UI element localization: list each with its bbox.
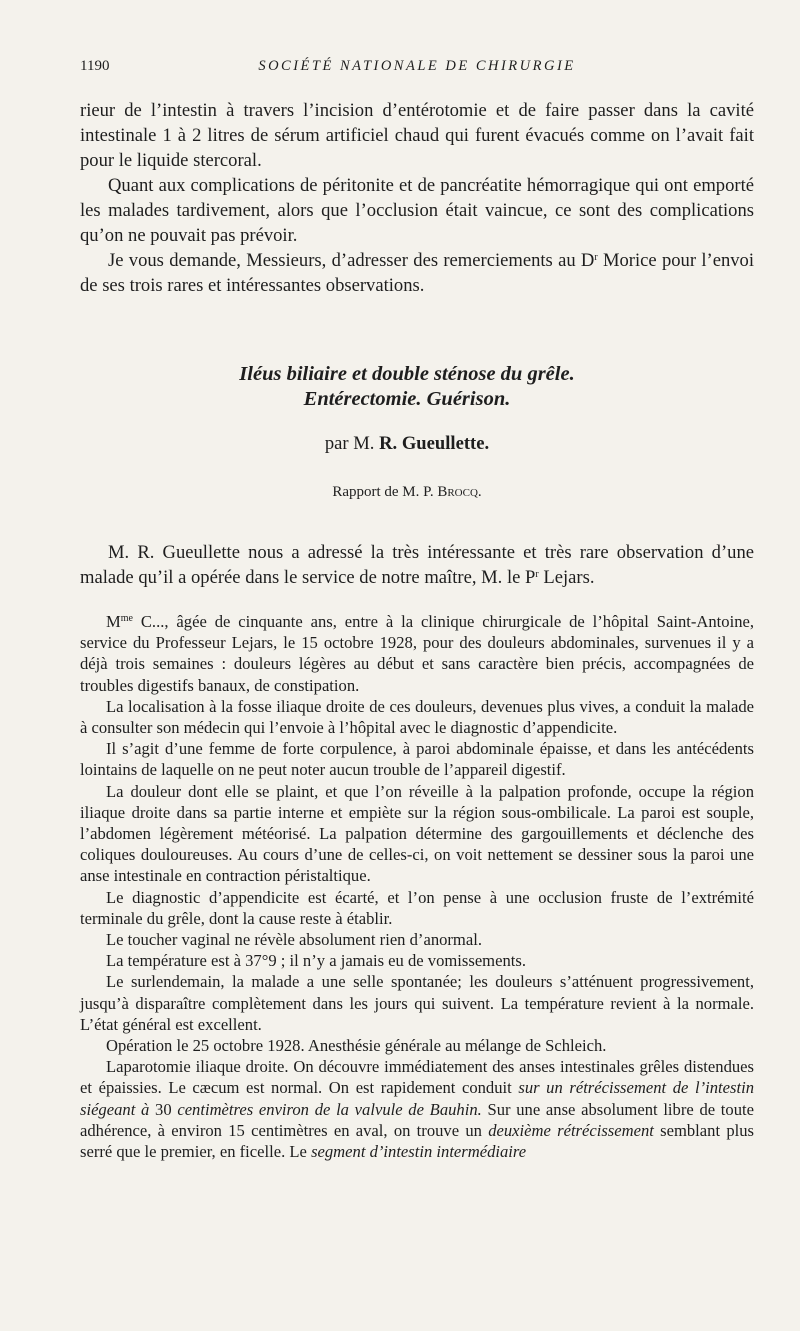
observation-paragraph-8: Le surlendemain, la malade a une selle spontanée; les douleurs s’atténuent progressivement, jusqu’à disparaître complètement dans les jours qui suivent. La température revient à la normale. L’état général est excellent. [80, 972, 754, 1034]
summary-section [80, 540, 754, 590]
observation-paragraph-10: Laparotomie iliaque droite. On découvre immédiatement des anses intestinales grêles distendues et épaissies. Le cæcum est normal. On est rapidement conduit sur un rétrécissement de l’intestin siégeant à 30 centimètres environ de la valvule de Bauhin. Sur une anse absolument libre de toute adhérence, à environ 15 centimètres en aval, on trouve un deuxième rétrécissement semblant plus serré que le premier, en ficelle. Le segment d’intestin intermédiaire [80, 1057, 754, 1162]
article-rapport: Rapport de M. P. Brocq. [332, 484, 482, 500]
running-head: SOCIÉTÉ NATIONALE DE CHIRURGIE [258, 58, 576, 74]
article-author: par M. R. Gueullette. [324, 433, 490, 454]
article-title-line-2: Entérectomie. Guérison. [303, 388, 511, 410]
intro-paragraph-2: Quant aux complications de péritonite et de pancréatite hémorragique qui ont emporté les malades tardivement, alors que l’occlusion était vaincue, ce sont des complications qu’on ne pouvait pas prévoir. [80, 175, 754, 246]
observation-paragraph-4: La douleur dont elle se plaint, et que l’on réveille à la palpation profonde, occupe la région iliaque droite dans sa partie interne et empiète sur la région sous-ombilicale. La paroi est souple, l’abdomen légèrement météorisé. La palpation détermine des gargouillements et déclenche des coliques douloureuses. Au cours d’une de celles-ci, on voit nettement se dessiner sous la paroi une anse intestinale en contraction péristaltique. [80, 781, 754, 886]
observation-section [80, 611, 754, 1162]
observation-paragraph-3: Il s’agit d’une femme de forte corpulence, à paroi abdominale épaisse, et dans les antécédents lointains de laquelle on ne peut noter aucun trouble de l’appareil digestif. [80, 739, 754, 780]
observation-paragraph-2: La localisation à la fosse iliaque droite de ces douleurs, devenues plus vives, a conduit la malade à consulter son médecin qui l’envoie à l’hôpital avec le diagnostic d’appendicite. [80, 696, 754, 738]
observation-paragraph-6: Le toucher vaginal ne révèle absolument rien d’anormal. [106, 930, 482, 950]
page-number: 1190 [80, 58, 110, 74]
intro-paragraph-1: rieur de l’intestin à travers l’incision d’entérotomie et de faire passer dans la cavité intestinale 1 à 2 litres de sérum artificiel chaud qui furent évacués comme on l’avait fait pour le liquide stercoral. [80, 100, 754, 171]
observation-paragraph-7: La température est à 37°9 ; il n’y a jamais eu de vomissements. [106, 951, 526, 971]
intro-paragraph-3: Je vous demande, Messieurs, d’adresser des remerciements au $D^r$ Morice pour l’envoi de ses trois rares et intéressantes observations. [80, 250, 754, 296]
observation-paragraph-9: Opération le 25 octobre 1928. Anesthésie générale au mélange de Schleich. [106, 1036, 607, 1056]
observation-paragraph-1: $M^{me}$ C..., âgée de cinquante ans, entre à la clinique chirurgicale de l’hôpital Saint-Antoine, service du Professeur Lejars, le 15 octobre 1928, pour des douleurs abdominales, survenues il y a déjà trois semaines : douleurs légères au début et sans caractère bien précis, accompagnées de troubles digestifs banaux, de constipation. [80, 612, 754, 695]
page-header [80, 58, 754, 82]
intro-section [80, 98, 754, 298]
article-title [60, 362, 754, 412]
summary-paragraph: M. R. Gueullette nous a adressé la très intéressante et très rare observation d’une malade qu’il a opérée dans le service de notre maître, M. le $P^r$ Lejars. [80, 542, 754, 588]
observation-paragraph-5: Le diagnostic d’appendicite est écarté, et l’on pense à une occlusion fruste de l’extrémité terminale du grêle, dont la cause reste à établir. [80, 887, 754, 928]
article-title-line-1: Iléus biliaire et double sténose du grêle. [239, 363, 575, 385]
